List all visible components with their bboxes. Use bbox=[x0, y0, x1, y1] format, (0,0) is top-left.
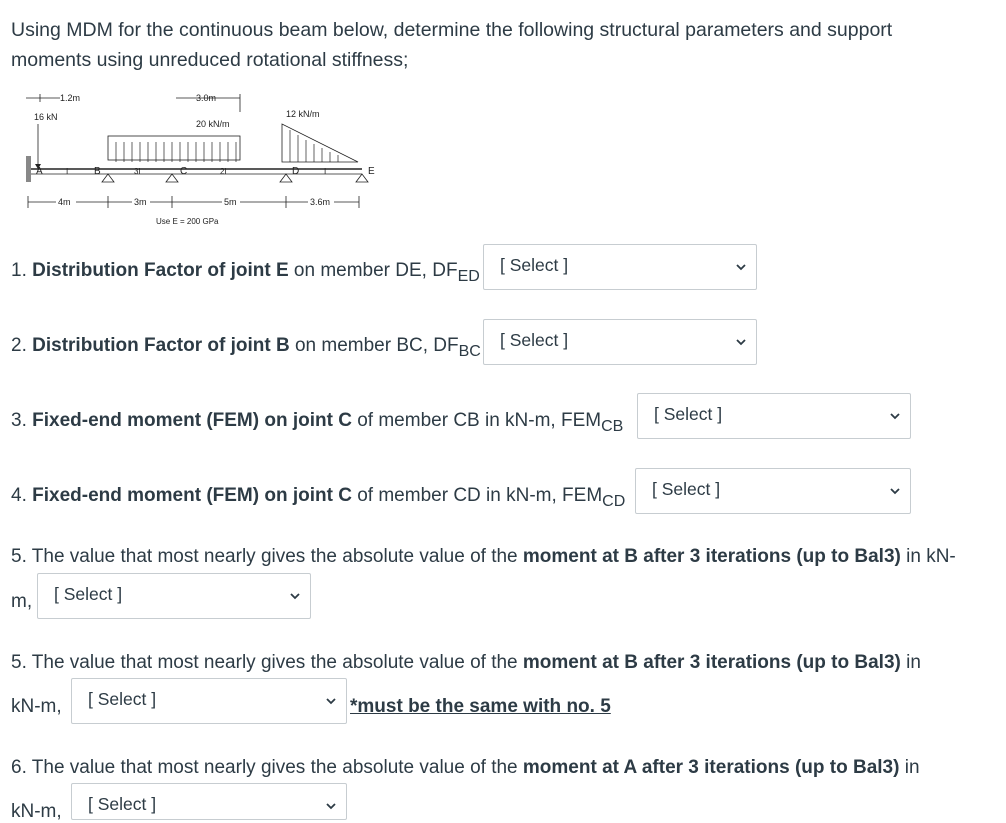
q5b-pre: 5. The value that most nearly gives the absolute value of the bbox=[11, 652, 523, 673]
q1-rest: on member DE, DF bbox=[288, 260, 458, 281]
q5b-select[interactable] bbox=[71, 678, 347, 724]
load-12knm: 12 kN/m bbox=[286, 109, 320, 119]
q3-select-value: [ Select ] bbox=[654, 404, 723, 424]
q4-sub: CD bbox=[602, 493, 626, 510]
span-3-6m: 3.6m bbox=[310, 197, 331, 207]
node-e: E bbox=[368, 166, 375, 177]
node-a: A bbox=[36, 166, 43, 177]
modulus-note: Use E = 200 GPa bbox=[156, 217, 219, 226]
q5-post: in kN- bbox=[900, 546, 956, 567]
stiff-4: I bbox=[324, 167, 327, 176]
chevron-down-icon bbox=[734, 335, 748, 349]
q2-bold: Distribution Factor of joint B bbox=[32, 335, 290, 356]
q2-rest: on member BC, DF bbox=[289, 335, 459, 356]
q2-num: 2. bbox=[11, 335, 27, 356]
load-20knm: 20 kN/m bbox=[196, 119, 230, 129]
q5b-line2: kN-m, bbox=[11, 696, 62, 717]
span-5m: 5m bbox=[224, 197, 237, 207]
chevron-down-icon bbox=[888, 484, 902, 498]
q2-select-value: [ Select ] bbox=[500, 330, 569, 350]
q4-bold: Fixed-end moment (FEM) on joint C bbox=[32, 485, 352, 506]
q5-line2: m, bbox=[11, 591, 33, 612]
stiff-1: I bbox=[66, 167, 69, 176]
dim-3-0m: 3.0m bbox=[196, 93, 217, 103]
q6-select-value: [ Select ] bbox=[88, 794, 157, 814]
q1-sub: ED bbox=[457, 268, 480, 285]
q2-sub: BC bbox=[458, 343, 481, 360]
q5b-bold: moment at B after 3 iterations (up to Bal3) bbox=[522, 652, 901, 673]
q5-bold: moment at B after 3 iterations (up to Bal3) bbox=[522, 546, 901, 567]
q5-pre: 5. The value that most nearly gives the absolute value of the bbox=[11, 546, 523, 567]
q5-select-value: [ Select ] bbox=[54, 584, 123, 604]
intro-text: Using MDM for the continuous beam below, determine the following structural parameters and support moments using unreduced rotational stiffness; bbox=[11, 19, 893, 71]
q6-post: in bbox=[899, 757, 920, 778]
q3-bold: Fixed-end moment (FEM) on joint C bbox=[32, 410, 352, 431]
q3-sub: CB bbox=[601, 418, 624, 435]
question-2 bbox=[11, 335, 481, 361]
stiff-2: 3I bbox=[134, 167, 141, 176]
span-4m: 4m bbox=[58, 197, 71, 207]
chevron-down-icon bbox=[324, 799, 338, 813]
q6-select[interactable] bbox=[71, 783, 347, 820]
q1-bold: Distribution Factor of joint E bbox=[32, 260, 289, 281]
q3-rest: of member CB in kN-m, FEM bbox=[351, 410, 602, 431]
question-1 bbox=[11, 260, 480, 286]
q6-bold: moment at A after 3 iterations (up to Bal3) bbox=[522, 757, 900, 778]
node-d: D bbox=[292, 166, 300, 177]
node-c: C bbox=[180, 166, 188, 177]
q4-rest: of member CD in kN-m, FEM bbox=[351, 485, 603, 506]
chevron-down-icon bbox=[324, 694, 338, 708]
beam-diagram bbox=[24, 90, 384, 230]
q1-num: 1. bbox=[11, 260, 27, 281]
q4-select-value: [ Select ] bbox=[652, 479, 721, 499]
question-5 bbox=[11, 546, 956, 568]
question-3 bbox=[11, 410, 623, 436]
q6-pre: 6. The value that most nearly gives the absolute value of the bbox=[11, 757, 523, 778]
dim-1-2m: 1.2m bbox=[60, 93, 81, 103]
q3-num: 3. bbox=[11, 410, 27, 431]
chevron-down-icon bbox=[888, 409, 902, 423]
q3-select[interactable] bbox=[637, 393, 911, 439]
chevron-down-icon bbox=[734, 260, 748, 274]
q4-num: 4. bbox=[11, 485, 27, 506]
question-6 bbox=[11, 757, 920, 779]
load-16kn: 16 kN bbox=[34, 112, 58, 122]
chevron-down-icon bbox=[288, 589, 302, 603]
span-3m: 3m bbox=[134, 197, 147, 207]
question-4 bbox=[11, 485, 625, 511]
q5b-select-value: [ Select ] bbox=[88, 689, 157, 709]
q5b-post: in bbox=[900, 652, 921, 673]
q5-select[interactable] bbox=[37, 573, 311, 619]
q6-line2: kN-m, bbox=[11, 801, 62, 822]
q2-select[interactable] bbox=[483, 319, 757, 365]
stiff-3: 2I bbox=[220, 167, 227, 176]
q5b-note: *must be the same with no. 5 bbox=[350, 696, 611, 717]
q1-select[interactable] bbox=[483, 244, 757, 290]
q4-select[interactable] bbox=[635, 468, 911, 514]
question-5b bbox=[11, 652, 921, 674]
q1-select-value: [ Select ] bbox=[500, 255, 569, 275]
node-b: B bbox=[94, 166, 101, 177]
